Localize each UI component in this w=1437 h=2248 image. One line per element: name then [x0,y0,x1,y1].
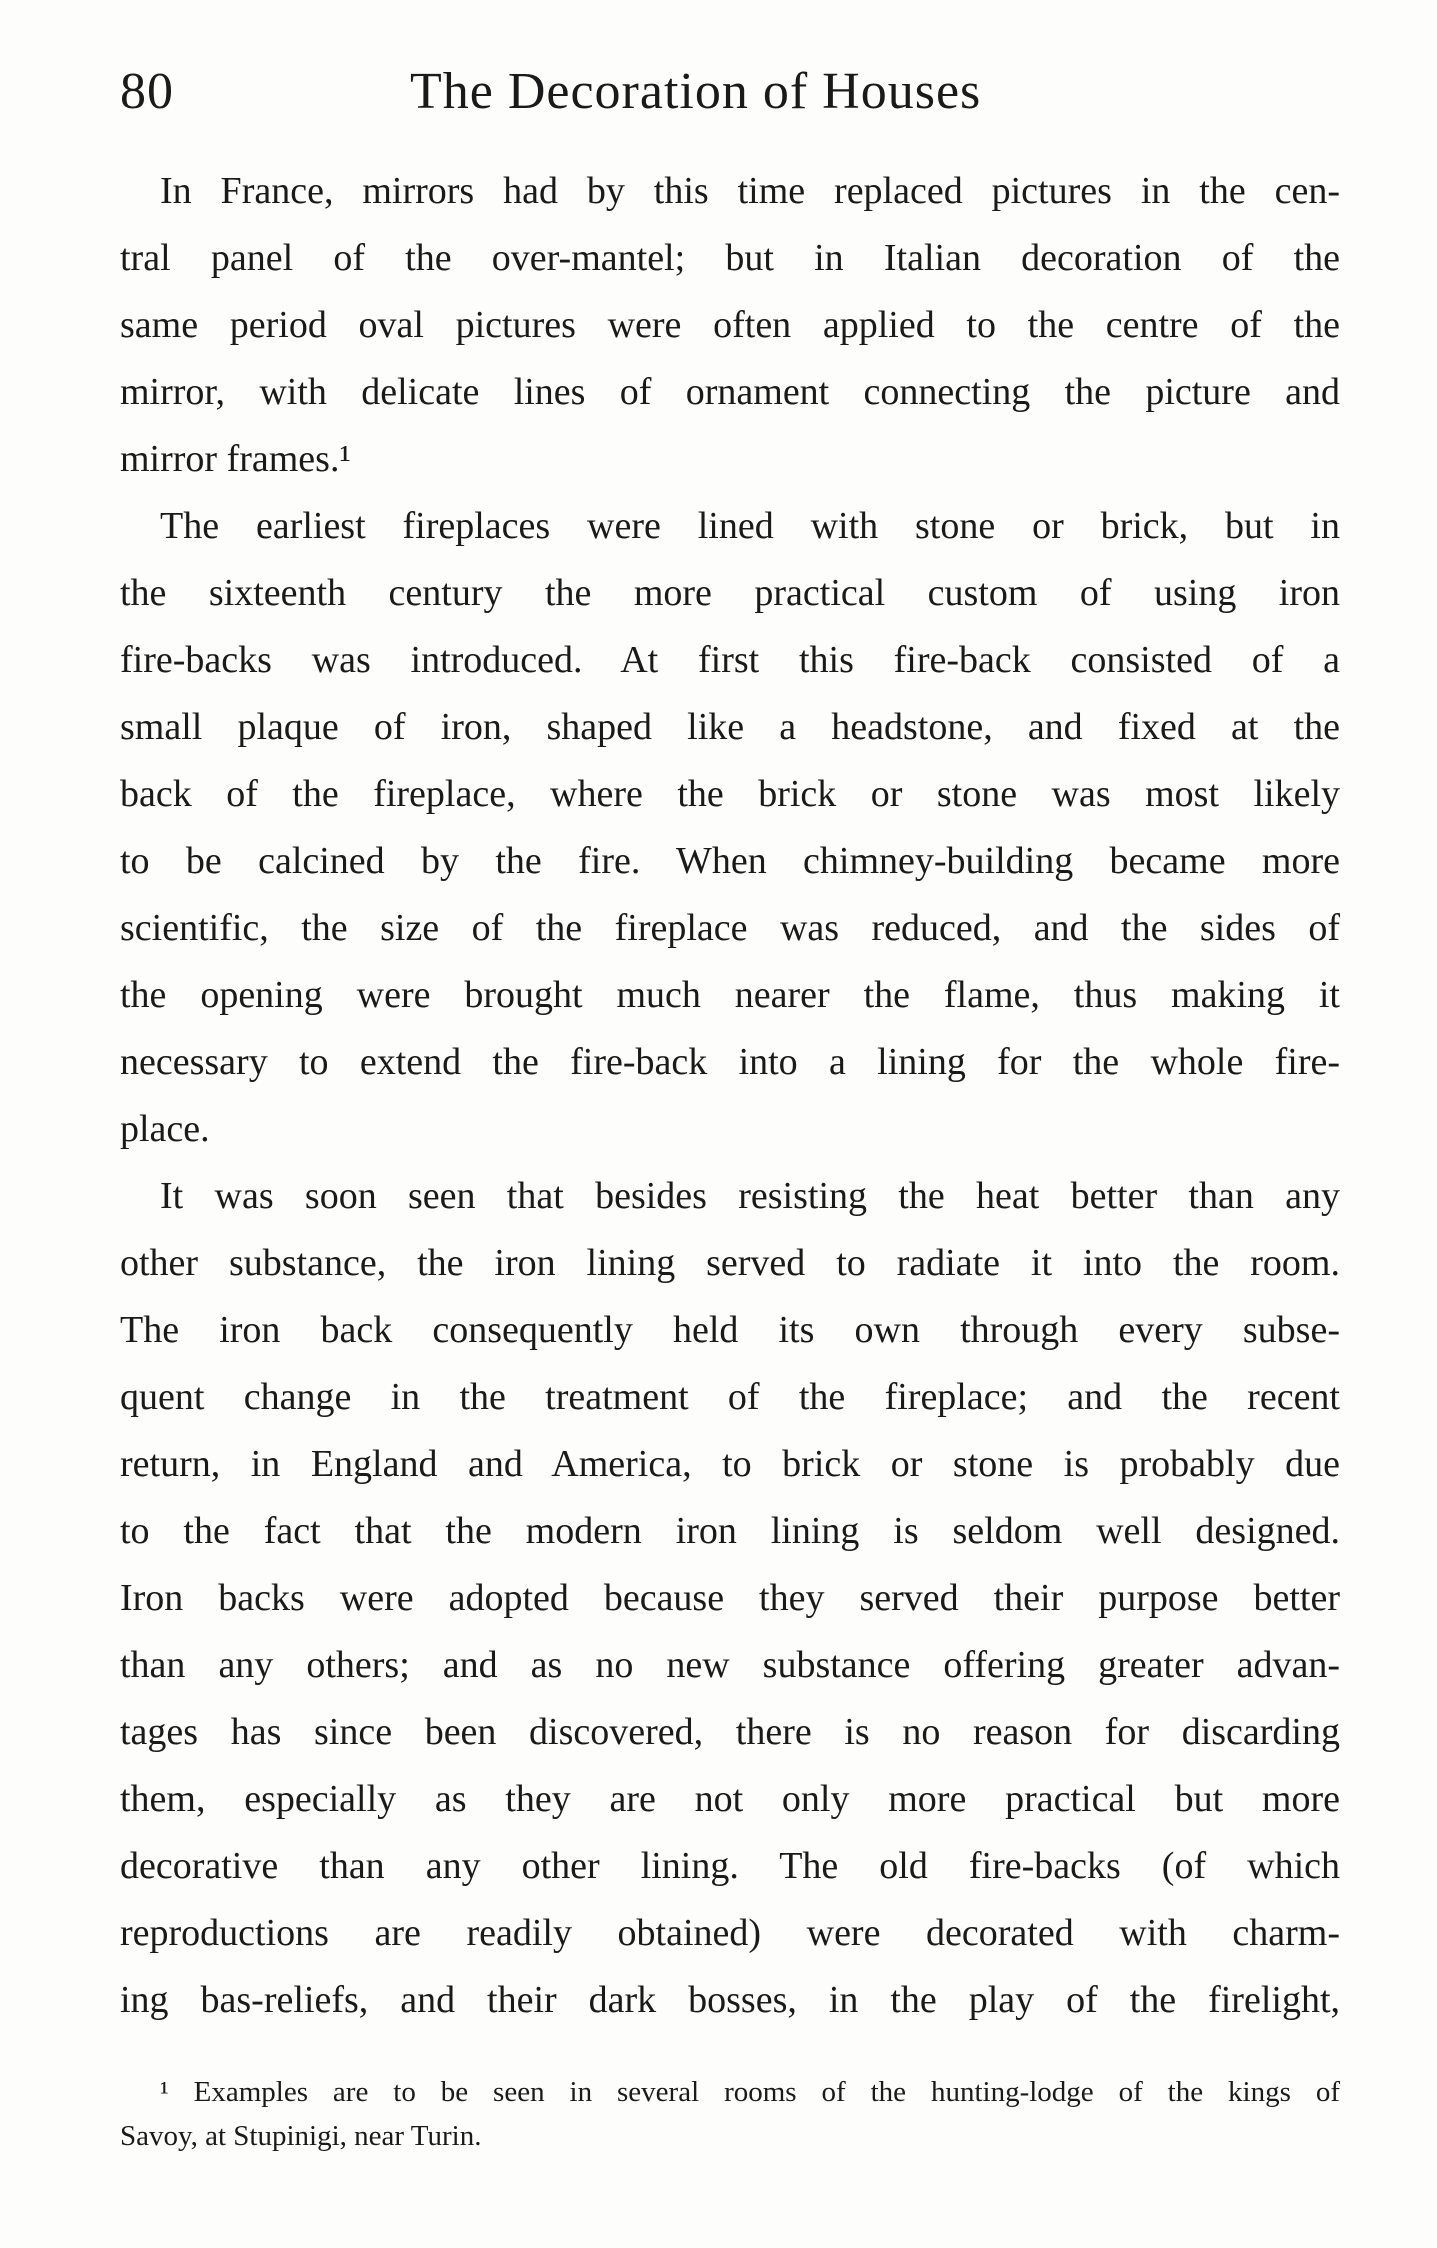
text-line: Iron backs were adopted because they served their purpose better [120,1577,1340,1619]
paragraph-2 [120,493,1340,1163]
text-line: than any others; and as no new substance offering greater advan- [120,1644,1340,1686]
page-header [120,52,1340,132]
text-line: ing bas-reliefs, and their dark bosses, in the play of the firelight, [120,1979,1340,2021]
text-line: them, especially as they are not only more practical but more [120,1778,1340,1820]
paragraph-1 [120,158,1340,493]
text-line: It was soon seen that besides resisting the heat better than any [160,1175,1340,1217]
text-line: the sixteenth century the more practical custom of using iron [120,572,1340,614]
footnote [120,2070,1340,2158]
text-line: mirror frames.¹ [120,438,351,480]
text-line: necessary to extend the fire-back into a lining for the whole fire- [120,1041,1340,1083]
text-line: other substance, the iron lining served to radiate it into the room. [120,1242,1340,1284]
text-line: mirror, with delicate lines of ornament connecting the picture and [120,371,1340,413]
text-line: place. [120,1108,210,1150]
page-number: 80 [120,63,174,120]
footnote-line: ¹ Examples are to be seen in several rooms of the hunting-lodge of the kings of [160,2076,1340,2108]
text-line: The iron back consequently held its own through every subse- [120,1309,1340,1351]
text-line: scientific, the size of the fireplace was reduced, and the sides of [120,907,1340,949]
text-line: In France, mirrors had by this time replaced pictures in the cen- [160,170,1340,212]
text-line: to be calcined by the fire. When chimney-building became more [120,840,1340,882]
text-line: quent change in the treatment of the fireplace; and the recent [120,1376,1340,1418]
text-line: fire-backs was introduced. At first this fire-back consisted of a [120,639,1340,681]
text-line: decorative than any other lining. The old fire-backs (of which [120,1845,1340,1887]
text-line: reproductions are readily obtained) were decorated with charm- [120,1912,1340,1954]
text-line: The earliest fireplaces were lined with stone or brick, but in [160,505,1340,547]
paragraph-3 [120,1163,1340,2034]
text-line: tral panel of the over-mantel; but in Italian decoration of the [120,237,1340,279]
text-line: the opening were brought much nearer the flame, thus making it [120,974,1340,1016]
text-line: return, in England and America, to brick or stone is probably due [120,1443,1340,1485]
body-text [120,158,1340,2034]
text-line: small plaque of iron, shaped like a headstone, and fixed at the [120,706,1340,748]
footnote-line: Savoy, at Stupinigi, near Turin. [120,2120,482,2152]
text-line: tages has since been discovered, there is no reason for discarding [120,1711,1340,1753]
text-line: back of the fireplace, where the brick or stone was most likely [120,773,1340,815]
text-line: to the fact that the modern iron lining is seldom well designed. [120,1510,1340,1552]
running-title: The Decoration of Houses [410,63,982,120]
text-line: same period oval pictures were often applied to the centre of the [120,304,1340,346]
